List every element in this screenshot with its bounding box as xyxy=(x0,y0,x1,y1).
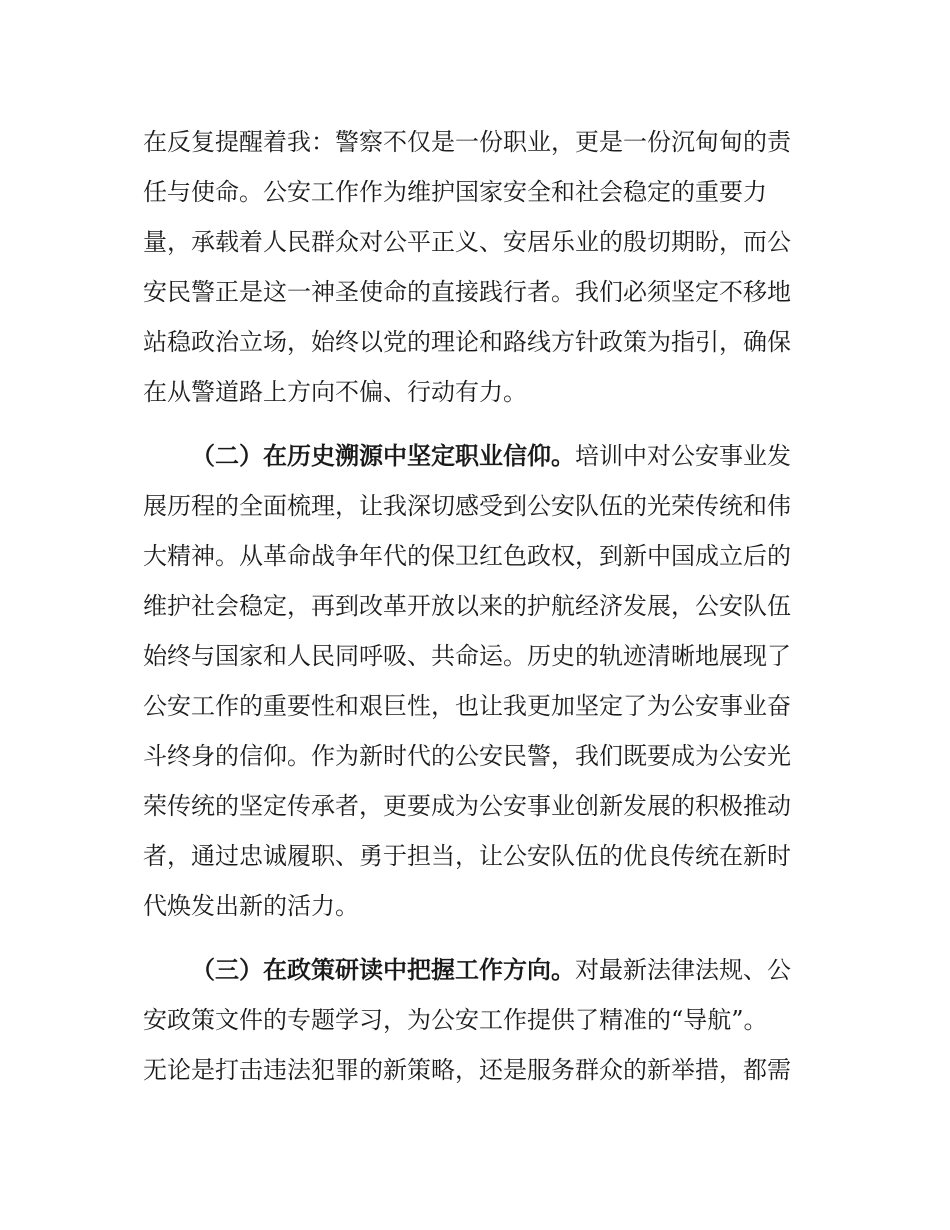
paragraph-3-line-2: 安政策文件的专题学习，为公安工作提供了精准的“导航”。 xyxy=(143,1006,768,1034)
paragraph-3-line-3: 无论是打击违法犯罪的新策略，还是服务群众的新举措，都需 xyxy=(143,1056,791,1084)
paragraph-2-line-6: 公安工作的重要性和艰巨性，也让我更加坚定了为公安事业奋 xyxy=(143,692,791,720)
paragraph-2-line-7: 斗终身的信仰。作为新时代的公安民警，我们既要成为公安光 xyxy=(143,742,791,770)
paragraph-1-line-6: 在从警道路上方向不偏、行动有力。 xyxy=(143,378,527,406)
paragraph-3-first-line-text: 对最新法律法规、公 xyxy=(575,956,791,984)
paragraph-1-line-4: 安民警正是这一神圣使命的直接践行者。我们必须坚定不移地 xyxy=(143,278,791,306)
paragraph-2-line-10: 代焕发出新的活力。 xyxy=(143,892,359,920)
paragraph-1-line-1: 在反复提醒着我：警察不仅是一份职业，更是一份沉甸甸的责 xyxy=(143,128,791,156)
paragraph-2-line-1 xyxy=(191,436,811,476)
paragraph-1-line-5: 站稳政治立场，始终以党的理论和路线方针政策为指引，确保 xyxy=(143,328,791,356)
paragraph-3-line-1 xyxy=(191,950,811,990)
paragraph-2-line-2: 展历程的全面梳理，让我深切感受到公安队伍的光荣传统和伟 xyxy=(143,492,791,520)
paragraph-1-line-2: 任与使命。公安工作作为维护国家安全和社会稳定的重要力 xyxy=(143,178,767,206)
paragraph-2-line-9: 者，通过忠诚履职、勇于担当，让公安队伍的优良传统在新时 xyxy=(143,842,791,870)
paragraph-2-line-8: 荣传统的坚定传承者，更要成为公安事业创新发展的积极推动 xyxy=(143,792,791,820)
paragraph-2-line-4: 维护社会稳定，再到改革开放以来的护航经济发展，公安队伍 xyxy=(143,592,791,620)
paragraph-2-first-line-text: 培训中对公安事业发 xyxy=(575,442,791,470)
paragraph-2-line-5: 始终与国家和人民同呼吸、共命运。历史的轨迹清晰地展现了 xyxy=(143,642,791,670)
section-heading-3: （三）在政策研读中把握工作方向。 xyxy=(191,955,575,984)
paragraph-1-line-3: 量，承载着人民群众对公平正义、安居乐业的殷切期盼，而公 xyxy=(143,228,791,256)
paragraph-2-line-3: 大精神。从革命战争年代的保卫红色政权，到新中国成立后的 xyxy=(143,542,791,570)
section-heading-2: （二）在历史溯源中坚定职业信仰。 xyxy=(191,441,575,470)
